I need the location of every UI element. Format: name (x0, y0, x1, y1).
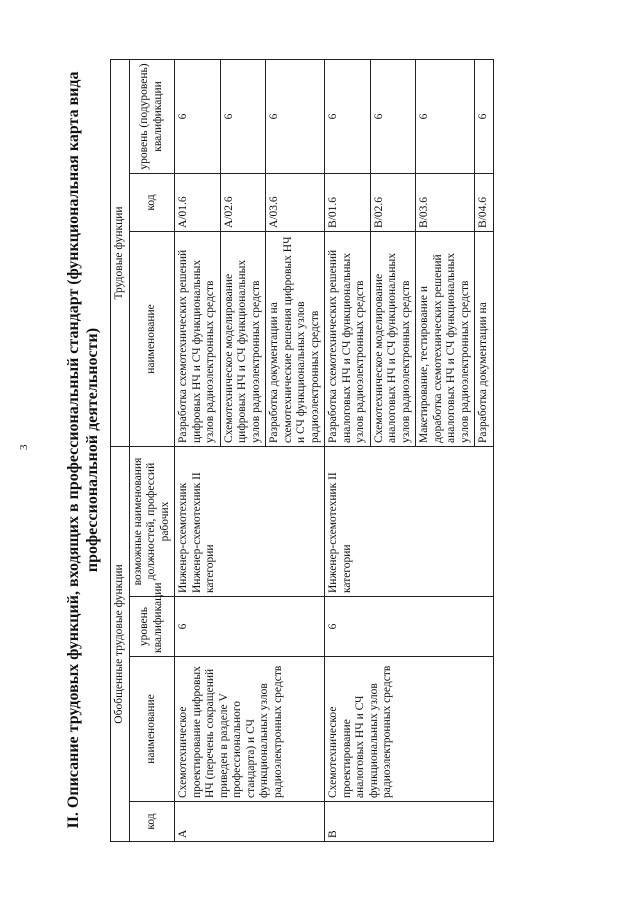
header-tf-level: уровень (подуровень) квалификации (129, 59, 175, 173)
group-level: 6 (175, 597, 325, 657)
function-name: Макетирование, тестирование и доработка схемотехнических решений аналоговых НЧ и СЧ функциональных узлов радиоэлектронных средств (416, 231, 475, 446)
header-labor: Трудовые функции (111, 59, 130, 446)
function-name: Разработка схемотехнических решений аналоговых НЧ и СЧ функциональных узлов радиоэлектронных средств (325, 231, 371, 446)
function-name: Разработка документации на (475, 231, 494, 446)
header-row-columns (129, 59, 175, 841)
group-name: Схемотехническое проектирование аналоговых НЧ и СЧ функциональных узлов радиоэлектронных средств (325, 657, 494, 802)
function-level: 6 (220, 59, 266, 173)
group-code: A (175, 802, 325, 842)
function-name: Разработка схемотехнических решений цифровых НЧ и СЧ функциональных узлов радиоэлектронных средств (175, 231, 221, 446)
group-level: 6 (325, 597, 494, 657)
function-level: 6 (475, 59, 494, 173)
function-level: 6 (416, 59, 475, 173)
function-name: Разработка документации на схемотехнические решения цифровых НЧ и СЧ функциональных узлов радиоэлектронных средств (266, 231, 325, 446)
header-positions: возможные наименования должностей, профессий рабочих (129, 446, 175, 596)
header-tf-code: код (129, 173, 175, 231)
header-code: код (129, 802, 175, 842)
header-row-groups (111, 59, 130, 841)
table-row (175, 59, 221, 841)
function-code: A/02.6 (220, 173, 266, 231)
function-code: B/02.6 (370, 173, 416, 231)
function-code: A/01.6 (175, 173, 221, 231)
function-name: Схемотехническое моделирование аналоговых НЧ и СЧ функциональных узлов радиоэлектронных средств (370, 231, 416, 446)
page-number: 3 (18, 444, 30, 450)
header-generalized: Обобщенные трудовые функции (111, 446, 130, 841)
header-level: уровень квалификации (129, 597, 175, 657)
function-level: 6 (325, 59, 371, 173)
function-level: 6 (266, 59, 325, 173)
header-tf-name: наименование (129, 231, 175, 446)
function-name: Схемотехническое моделирование цифровых НЧ и СЧ функциональных узлов радиоэлектронных средств (220, 231, 266, 446)
table-row (325, 59, 371, 841)
header-name: наименование (129, 657, 175, 802)
group-positions: Инженер-схемотехник II категории (325, 446, 494, 596)
function-code: B/04.6 (475, 173, 494, 231)
function-code: B/03.6 (416, 173, 475, 231)
function-code: B/01.6 (325, 173, 371, 231)
section-title: II. Описание трудовых функций, входящих в профессиональный стандарт (функциональная карта вида профессиональной деятельности) (65, 71, 101, 829)
group-name: Схемотехническое проектирование цифровых НЧ (перечень сокращений приведен в разделе V профессионального стандарта) и СЧ функциональных узлов радиоэлектронных средств (175, 657, 325, 802)
group-positions: Инженер-схемотехник Инженер-схемотехник II категории (175, 446, 325, 596)
function-level: 6 (370, 59, 416, 173)
group-code: B (325, 802, 494, 842)
functional-map-table (110, 59, 494, 842)
function-level: 6 (175, 59, 221, 173)
function-code: A/03.6 (266, 173, 325, 231)
